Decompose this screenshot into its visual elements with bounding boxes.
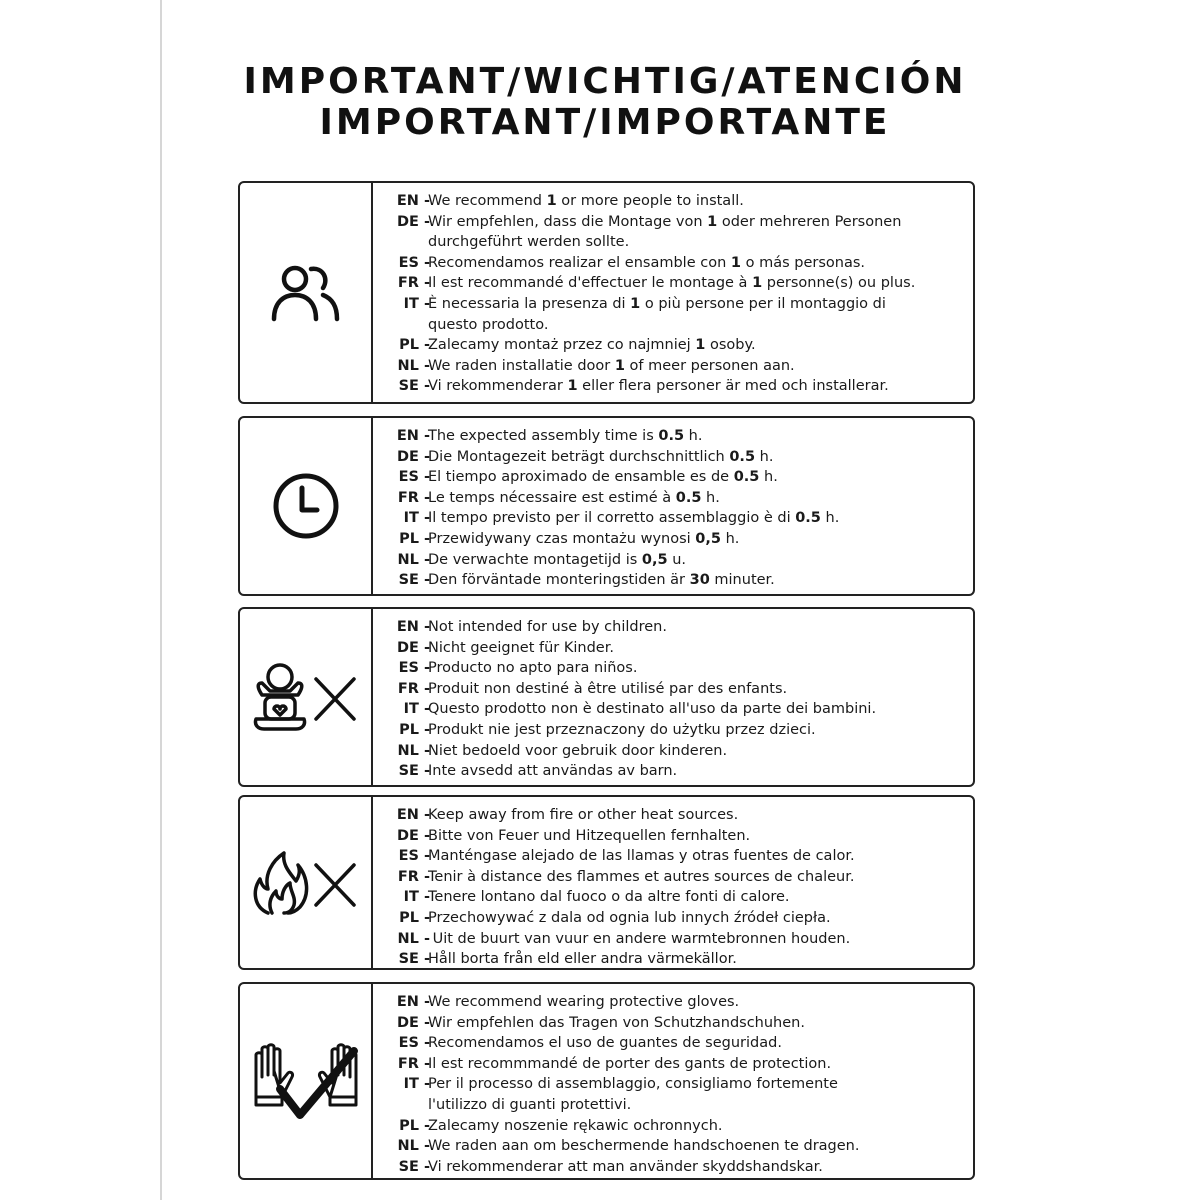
language-code: ES -: [398, 1035, 430, 1052]
language-code: FR -: [397, 868, 430, 885]
language-code: SE -: [398, 572, 430, 589]
language-text: We recommend 1 or more people to install.: [428, 193, 744, 209]
page-title-line-2: IMPORTANT/IMPORTANTE: [319, 102, 891, 143]
language-code: FR -: [397, 680, 430, 697]
language-line: [396, 191, 965, 212]
language-line: [396, 1054, 965, 1075]
language-text: Producto no apto para niños.: [428, 660, 638, 677]
language-line: [396, 617, 965, 638]
language-line: [396, 1116, 965, 1137]
language-line: [396, 253, 965, 274]
language-text: Il tempo previsto per il corretto assemblaggio è di 0.5 h.: [428, 510, 840, 527]
language-line: [396, 1033, 965, 1054]
language-line: [396, 846, 965, 867]
icon-cell: [240, 984, 373, 1178]
language-code: EN -: [396, 994, 430, 1010]
language-text: Not intended for use by children.: [428, 619, 667, 635]
language-code: EN -: [396, 807, 430, 823]
language-line: [396, 488, 965, 509]
language-text: Il est recommmandé de porter des gants de protection.: [428, 1055, 832, 1072]
language-text: Niet bedoeld voor gebruik door kinderen.: [428, 742, 728, 759]
language-code: NL -: [397, 551, 430, 568]
language-code: DE -: [396, 1014, 430, 1031]
language-text: Den förväntade monteringstiden är 30 minuter.: [428, 572, 775, 589]
language-code: ES -: [398, 660, 430, 677]
language-code: NL -: [397, 357, 430, 374]
language-text: We raden aan om beschermende handschoenen te dragen.: [428, 1138, 860, 1155]
clock-icon: [271, 471, 341, 541]
language-line: [396, 867, 965, 888]
language-text: Die Montagezeit beträgt durchschnittlich 0.5 h.: [428, 448, 774, 465]
page-title-line-1: IMPORTANT/WICHTIG/ATENCIÓN: [243, 61, 967, 102]
language-text: È necessaria la presenza di 1 o più persone per il montaggio di: [428, 295, 886, 312]
language-text: Recomendamos el uso de guantes de seguridad.: [428, 1035, 782, 1052]
page-margin-line: [160, 0, 162, 1200]
language-code: FR -: [397, 489, 430, 506]
language-text: Uit de buurt van vuur en andere warmtebronnen houden.: [428, 930, 851, 947]
language-line: [396, 1136, 965, 1157]
language-line: [396, 679, 965, 700]
language-text: Produkt nie jest przeznaczony do użytku przez dzieci.: [428, 721, 816, 738]
language-code: IT -: [403, 295, 430, 312]
language-text: El tiempo aproximado de ensamble es de 0.5 h.: [428, 469, 778, 486]
language-line: [396, 426, 965, 447]
panel-text: [396, 426, 965, 591]
language-text: Tenere lontano dal fuoco o da altre fonti di calore.: [428, 889, 790, 906]
language-line: [396, 949, 965, 970]
language-line: [396, 467, 965, 488]
panel-text: [396, 617, 965, 782]
language-line: [396, 658, 965, 679]
language-text: Przewidywany czas montażu wynosi 0,5 h.: [428, 530, 740, 547]
panel-text: [396, 805, 965, 970]
no-fire-icon: [250, 847, 362, 919]
language-code: FR -: [397, 1055, 430, 1072]
no-children-icon: [250, 661, 362, 733]
language-text: Wir empfehlen das Tragen von Schutzhandschuhen.: [428, 1014, 805, 1031]
language-text: durchgeführt werden sollte.: [428, 234, 630, 251]
language-line: [396, 720, 965, 741]
language-text: Keep away from fire or other heat sources.: [428, 807, 739, 823]
language-line: [396, 315, 965, 336]
language-code: PL -: [399, 337, 430, 354]
language-line: [396, 1013, 965, 1034]
people-icon: [271, 263, 341, 323]
info-panel-time: [238, 416, 975, 596]
icon-cell: [240, 609, 373, 785]
language-line: [396, 887, 965, 908]
language-code: FR -: [397, 275, 430, 292]
language-text: Tenir à distance des flammes et autres sources de chaleur.: [428, 868, 855, 885]
language-code: ES -: [398, 254, 430, 271]
language-code: DE -: [396, 448, 430, 465]
language-code: DE -: [396, 213, 430, 230]
language-code: ES -: [398, 469, 430, 486]
language-text: l'utilizzo di guanti protettivi.: [428, 1096, 632, 1113]
language-text: Przechowywać z dala od ognia lub innych źródeł ciepła.: [428, 909, 831, 926]
language-code: EN -: [396, 428, 430, 444]
language-line: [396, 550, 965, 571]
language-line: [396, 508, 965, 529]
language-code: SE -: [398, 951, 430, 968]
language-line: [396, 356, 965, 377]
language-code: NL -: [397, 1138, 430, 1155]
language-code: PL -: [399, 1117, 430, 1134]
language-text: Manténgase alejado de las llamas y otras fuentes de calor.: [428, 848, 855, 865]
info-panel-gloves: [238, 982, 975, 1180]
language-text: Le temps nécessaire est estimé à 0.5 h.: [428, 489, 720, 506]
language-text: Questo prodotto non è destinato all'uso da parte dei bambini.: [428, 701, 877, 718]
info-panel-children: [238, 607, 975, 787]
language-text: Per il processo di assemblaggio, consigliamo fortemente: [428, 1076, 838, 1093]
language-code: PL -: [399, 530, 430, 547]
language-text: Håll borta från eld eller andra värmekällor.: [428, 951, 737, 968]
panel-text: [396, 992, 965, 1177]
language-text: Bitte von Feuer und Hitzequellen fernhalten.: [428, 827, 751, 844]
language-line: [396, 929, 965, 950]
language-line: [396, 294, 965, 315]
language-line: [396, 232, 965, 253]
language-text: We recommend wearing protective gloves.: [428, 994, 740, 1010]
language-text: questo prodotto.: [428, 316, 549, 333]
language-code: SE -: [398, 1158, 430, 1175]
language-code: SE -: [398, 763, 430, 780]
language-code: NL -: [397, 742, 430, 759]
language-line: [396, 335, 965, 356]
language-line: [396, 570, 965, 591]
language-text: Inte avsedd att användas av barn.: [428, 763, 678, 780]
language-code: EN -: [396, 619, 430, 635]
language-line: [396, 529, 965, 550]
language-text: Nicht geeignet für Kinder.: [428, 639, 614, 656]
language-code: IT -: [403, 889, 430, 906]
language-line: [396, 761, 965, 782]
language-text: Wir empfehlen, dass die Montage von 1 oder mehreren Personen: [428, 213, 902, 230]
language-text: Vi rekommenderar att man använder skyddshandskar.: [428, 1158, 823, 1175]
language-line: [396, 1157, 965, 1178]
language-line: [396, 741, 965, 762]
language-code: DE -: [396, 639, 430, 656]
language-line: [396, 1095, 965, 1116]
language-line: [396, 1074, 965, 1095]
icon-cell: [240, 418, 373, 594]
language-code: IT -: [403, 701, 430, 718]
language-text: Zalecamy noszenie rękawic ochronnych.: [428, 1117, 723, 1134]
icon-cell: [240, 183, 373, 402]
language-code: PL -: [399, 721, 430, 738]
icon-cell: [240, 797, 373, 968]
language-line: [396, 447, 965, 468]
language-line: [396, 638, 965, 659]
language-line: [396, 992, 965, 1013]
language-line: [396, 212, 965, 233]
language-code: IT -: [403, 510, 430, 527]
language-text: Zalecamy montaż przez co najmniej 1 osoby.: [428, 337, 756, 354]
language-code: ES -: [398, 848, 430, 865]
language-line: [396, 805, 965, 826]
language-text: Produit non destiné à être utilisé par des enfants.: [428, 680, 788, 697]
language-line: [396, 376, 965, 397]
language-text: Recomendamos realizar el ensamble con 1 o más personas.: [428, 254, 865, 271]
language-line: [396, 908, 965, 929]
gloves-check-icon: [250, 1041, 362, 1121]
language-code: SE -: [398, 378, 430, 395]
language-text: De verwachte montagetijd is 0,5 u.: [428, 551, 687, 568]
language-line: [396, 273, 965, 294]
language-text: Il est recommandé d'effectuer le montage à 1 personne(s) ou plus.: [428, 275, 916, 292]
language-code: EN -: [396, 193, 430, 209]
panel-text: [396, 191, 965, 397]
language-code: NL -: [397, 930, 430, 947]
language-line: [396, 699, 965, 720]
info-panel-people: [238, 181, 975, 404]
info-panel-fire: [238, 795, 975, 970]
language-text: Vi rekommenderar 1 eller flera personer är med och installerar.: [428, 378, 889, 395]
language-code: PL -: [399, 909, 430, 926]
language-code: DE -: [396, 827, 430, 844]
language-code: IT -: [403, 1076, 430, 1093]
language-text: The expected assembly time is 0.5 h.: [428, 428, 703, 444]
language-text: We raden installatie door 1 of meer personen aan.: [428, 357, 795, 374]
language-line: [396, 826, 965, 847]
